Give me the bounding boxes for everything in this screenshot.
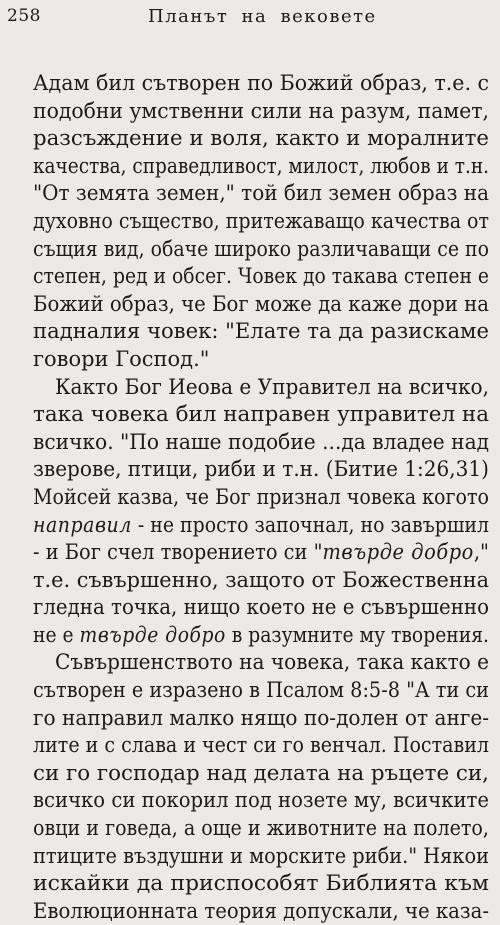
text-line — [33, 429, 489, 457]
emphasized-text: твърде добро — [79, 622, 226, 647]
text-line-content — [33, 567, 489, 595]
text-line-content — [33, 208, 489, 236]
text-line — [33, 484, 489, 512]
text-line — [33, 760, 489, 788]
text-line — [33, 236, 489, 264]
body-text — [33, 70, 489, 925]
text-line — [33, 677, 489, 705]
text-line-content — [33, 732, 489, 760]
text-segment: Божий образ, че Бог може да каже дори на — [33, 291, 489, 316]
text-line-content — [33, 263, 489, 291]
text-line-content — [33, 815, 489, 843]
text-line-content — [33, 760, 489, 788]
text-segment: гледна точка, нищо което не е съвършенно — [33, 595, 490, 620]
text-line — [33, 263, 489, 291]
text-segment: Мойсей казва, че Бог признал човека когото — [33, 484, 489, 509]
text-line-content — [33, 153, 489, 181]
text-line-content — [33, 125, 489, 153]
text-line — [33, 732, 489, 760]
text-line-content — [33, 898, 489, 925]
text-segment: искайки да приспособят Библията към — [33, 871, 490, 896]
text-line-content — [33, 705, 489, 733]
text-line — [33, 180, 489, 208]
text-line — [33, 898, 489, 925]
text-segment: говори Господ." — [33, 346, 210, 371]
text-line — [33, 705, 489, 733]
text-segment: - и Бог счел творението си " — [33, 540, 323, 565]
text-line-content — [33, 180, 489, 208]
text-segment: всичко си покорил под нозете му, всичките — [33, 788, 489, 813]
text-segment: т.е. съвършенно, защото от Божественна — [33, 567, 490, 592]
text-segment: Еволюционната теория допускали, че каза- — [33, 898, 490, 923]
running-title: Планът на вековете — [148, 6, 377, 27]
text-line — [33, 456, 489, 484]
text-segment: го направил малко нящо по-долен от анге- — [33, 705, 490, 730]
text-segment: ," — [473, 540, 489, 565]
text-segment: същия вид, обаче широко различаващи се по — [33, 236, 489, 261]
text-line — [33, 70, 489, 98]
text-segment: подобни умственни сили на разум, памет, — [33, 98, 489, 123]
text-segment: - не просто започнал, но завършил — [131, 512, 490, 537]
text-segment: така човека бил направен управител на — [33, 402, 490, 427]
text-line-content — [33, 236, 489, 264]
text-segment: всичко. "По наше подобие ...да владее над — [33, 429, 490, 454]
text-line — [33, 843, 489, 871]
text-line-content — [33, 346, 209, 374]
text-line-content — [33, 318, 489, 346]
text-line — [33, 815, 489, 843]
text-line-content — [33, 98, 489, 126]
text-line — [33, 539, 489, 567]
text-line-content — [33, 429, 489, 457]
text-segment: овци и говеда, а още и животните на полето, — [33, 816, 489, 841]
text-line — [33, 208, 489, 236]
text-line-content — [33, 484, 489, 512]
text-line-content — [33, 870, 489, 898]
text-line-content — [33, 512, 489, 540]
text-line-content — [33, 456, 489, 484]
text-line — [33, 512, 489, 540]
text-line-content — [33, 787, 489, 815]
text-line-content — [33, 291, 489, 319]
text-line — [33, 125, 489, 153]
text-segment: не е — [33, 622, 80, 647]
text-segment: разсъждение и воля, както и моралните — [33, 126, 489, 151]
text-line — [33, 787, 489, 815]
text-line-content — [55, 649, 489, 677]
text-line — [33, 870, 489, 898]
text-line — [33, 622, 489, 650]
emphasized-text: твърде добро — [322, 540, 474, 565]
text-segment: "От земята земен," той бил земен образ на — [33, 181, 490, 206]
text-line-content — [33, 843, 489, 871]
text-line-content — [33, 70, 489, 98]
text-segment: лите и с слава и чест си го венчал. Поставил — [33, 733, 489, 758]
text-line — [33, 649, 489, 677]
text-segment: си го господар над делата на ръцете си, — [33, 760, 489, 785]
text-line-content — [55, 374, 489, 402]
text-line — [33, 291, 489, 319]
text-line-content — [33, 539, 489, 567]
text-line — [33, 401, 489, 429]
page-number: 258 — [7, 6, 41, 26]
text-line — [33, 153, 489, 181]
text-segment: степен, ред и обсег. Човек до такава степен е — [33, 264, 490, 289]
text-line-content — [33, 594, 489, 622]
text-segment: Както Бог Иеова е Управител на всичко, — [55, 374, 490, 399]
text-line — [33, 374, 489, 402]
text-segment: падналия човек: "Елате та да разискаме — [33, 319, 490, 344]
text-line — [33, 567, 489, 595]
text-line — [33, 346, 489, 374]
text-line — [33, 98, 489, 126]
text-segment: птиците въздушни и морските риби." Някои — [33, 843, 490, 868]
text-segment: Съвършенството на човека, така както е — [55, 650, 489, 675]
emphasized-text: направил — [33, 512, 132, 537]
text-segment: качества, справедливост, милост, любов и т.н. — [33, 153, 490, 178]
text-line — [33, 594, 489, 622]
text-segment: в разумните му творения. — [225, 622, 489, 647]
text-segment: зверове, птици, риби и т.н. (Битие 1:26,31) — [33, 457, 489, 482]
text-line-content — [33, 677, 489, 705]
text-segment: Адам бил сътворен по Божий образ, т.е. с — [33, 71, 490, 95]
text-segment: сътворен е изразено в Псалом 8:5-8 "А ти си — [33, 678, 489, 703]
text-line-content — [33, 401, 489, 429]
text-line-content — [33, 622, 489, 650]
text-segment: духовно същество, притежаващо качества от — [33, 208, 489, 233]
text-line — [33, 318, 489, 346]
